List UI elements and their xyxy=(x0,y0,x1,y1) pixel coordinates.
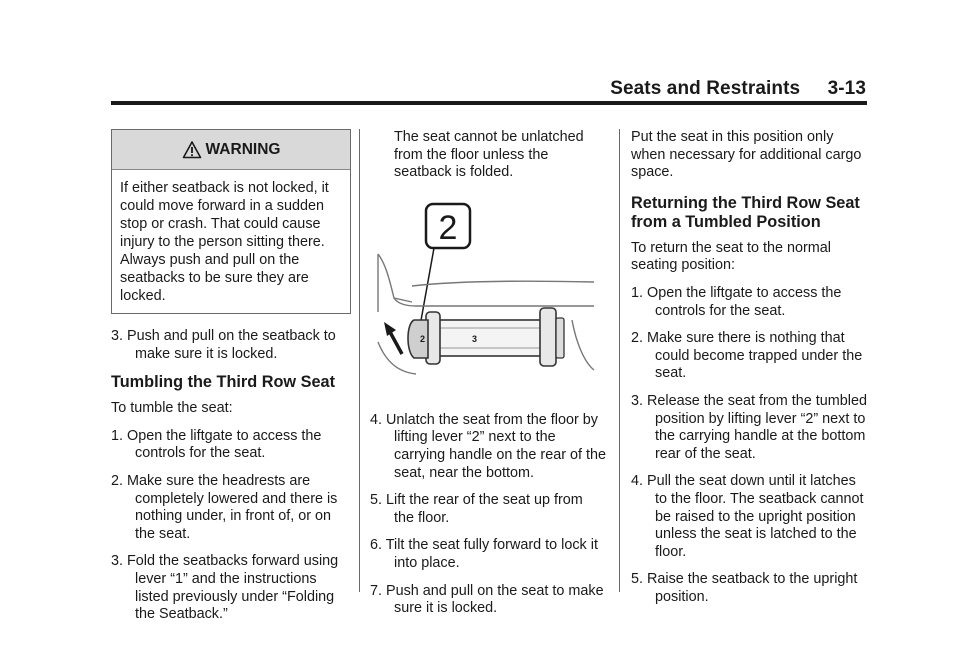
column-2 xyxy=(370,129,606,628)
page-header xyxy=(0,78,866,100)
seat-lever-drawing xyxy=(376,202,596,388)
page-number: 3-13 xyxy=(827,78,866,99)
intro-text: Put the seat in this position only when necessary for additional cargo space. xyxy=(631,129,862,181)
warning-icon xyxy=(182,140,202,160)
lever-label: 2 xyxy=(420,333,426,344)
intro-text: To tumble the seat: xyxy=(111,400,233,417)
step-item: 5. Lift the rear of the seat up from the floor. xyxy=(370,492,583,526)
column-divider xyxy=(359,129,360,592)
step-item: 4. Unlatch the seat from the floor by lifting lever “2” next to the carrying handle on the rear of the seat, near the bottom. xyxy=(370,411,606,481)
step-item: 3. Fold the seatbacks forward using lever “1” and the instructions listed previously under “Folding the Seatback.” xyxy=(111,553,339,623)
step-item: 1. Open the liftgate to access the controls for the seat. xyxy=(631,284,842,319)
note-text: The seat cannot be unlatched from the floor unless the seatback is folded. xyxy=(394,129,584,181)
section-title: Seats and Restraints xyxy=(610,78,801,99)
step-item: 6. Tilt the seat fully forward to lock it into place. xyxy=(370,537,598,571)
column-3 xyxy=(631,129,869,616)
callout-label: 2 xyxy=(438,208,458,247)
handle-label: 3 xyxy=(472,333,478,344)
step-item: 1. Open the liftgate to access the controls for the seat. xyxy=(111,427,322,462)
step-item: 2. Make sure the headrests are completely lowered and there is nothing under, in front of, or on the seat. xyxy=(111,472,338,542)
column-divider xyxy=(619,129,620,592)
step-item: 3. Push and pull on the seatback to make sure it is locked. xyxy=(111,328,336,362)
warning-header xyxy=(112,130,350,170)
step-item: 7. Push and pull on the seat to make sure it is locked. xyxy=(370,582,604,617)
step-item: 5. Raise the seatback to the upright position. xyxy=(631,571,858,605)
warning-text: If either seatback is not locked, it could move forward in a sudden stop or crash. That could cause injury to the person sitting there. Always push and pull on the seatbacks to be sure they are locked. xyxy=(120,180,329,304)
step-item: 4. Pull the seat down until it latches to the floor. The seatback cannot be raised to the upright position unless the seat is latched to the floor. xyxy=(631,473,864,560)
step-item: 3. Release the seat from the tumbled position by lifting lever “2” next to the carrying handle at the bottom rear of the seat. xyxy=(631,392,867,462)
lead-text: To return the seat to the normal seating position: xyxy=(631,239,831,274)
step-item: 2. Make sure there is nothing that could become trapped under the seat. xyxy=(631,330,863,382)
warning-title: WARNING xyxy=(205,140,281,158)
section-heading: Returning the Third Row Seat from a Tumbled Position xyxy=(631,193,860,231)
column-1 xyxy=(111,129,351,634)
warning-box xyxy=(111,129,351,314)
header-rule xyxy=(111,101,867,105)
seat-lever-illustration xyxy=(376,202,596,388)
section-heading: Tumbling the Third Row Seat xyxy=(111,373,336,392)
